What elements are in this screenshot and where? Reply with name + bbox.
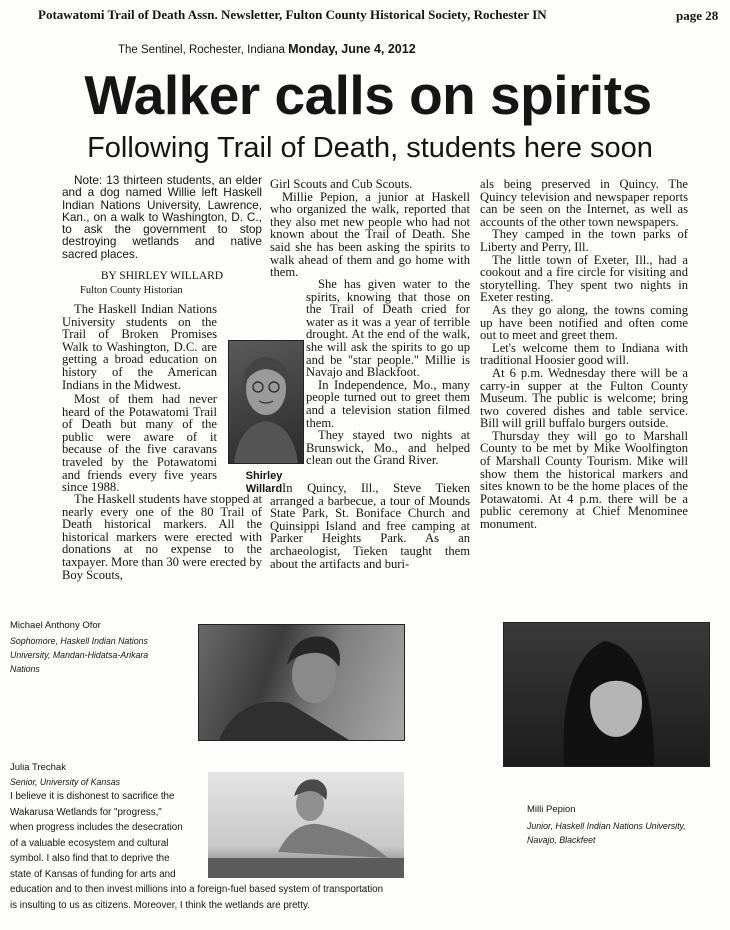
paragraph: The Haskell Indian Nations University students on the Trail of Broken Promises Walk to Washington, D.C. are getting a broad education on history of the American Indians in the Midwest. bbox=[62, 302, 217, 392]
profile-detail: Nations bbox=[10, 664, 40, 674]
quote-line: I believe it is dishonest to sacrifice the bbox=[10, 791, 175, 802]
paragraph: Let's welcome them to Indiana with traditional Hoosier good will. bbox=[480, 340, 688, 368]
running-head: Potawatomi Trail of Death Assn. Newsletter, Fulton County Historical Society, Rochester IN bbox=[38, 7, 547, 22]
photo-graphic bbox=[504, 623, 709, 766]
profile-detail: University, Mandan-Hidatsa-Arikara bbox=[10, 650, 149, 660]
profile-name: Milli Pepion bbox=[527, 804, 576, 815]
portrait-caption: Shirley Willard bbox=[245, 470, 283, 495]
paragraph: Millie Pepion, a junior at Haskell who organized the walk, reported that they also met new people who had not known about the Trail of Death. She said she has been asking the spirits to walk ahead of them and go home with them. bbox=[270, 189, 470, 280]
profile-name: Michael Anthony Ofor bbox=[10, 620, 101, 631]
column-1-para-2 bbox=[62, 393, 217, 494]
quote-line: Wakarusa Wetlands for "progress," bbox=[10, 806, 162, 818]
editor-note: Note: 13 thirteen students, an elder and a dog named Willie left Haskell Indian Nations University, Lawrence, Kan., on a walk to Washington, D. C., to ask the government to stop destroying wetlands and native sacred places. bbox=[62, 173, 262, 261]
quote-line: when progress includes the desecration bbox=[10, 822, 183, 833]
quote-line: education and to then invest millions into a foreign-fuel based system of transportation bbox=[10, 884, 384, 895]
profile-michael bbox=[10, 620, 190, 676]
paragraph: Most of them had never heard of the Potawatomi Trail of Death but many of the public were aware of it because of the five caravans traveled by the Potawatomi and friends every five years since 1988. bbox=[62, 392, 217, 495]
publication-date: Monday, June 4, 2012 bbox=[288, 42, 416, 56]
column-2-wrap bbox=[306, 278, 470, 467]
julia-photo bbox=[208, 772, 404, 878]
byline-title: Fulton County Historian bbox=[80, 284, 183, 296]
headline: Walker calls on spirits bbox=[84, 64, 652, 126]
column-3 bbox=[480, 178, 688, 531]
paragraph: Girl Scouts and Cub Scouts. bbox=[270, 177, 413, 191]
paragraph: In Quincy, Ill., Steve Tieken arranged a barbecue, a tour of Mounds State Park, St. Boniface Church and Quinsippi Island and free camping at Parker Heights Park. As an archaeologist, Tieken taught them about the artifacts and buri- bbox=[270, 481, 470, 571]
column-1-para-3 bbox=[62, 493, 262, 581]
quote-line: state of Kansas of funding for arts and bbox=[10, 868, 176, 880]
profile-milli bbox=[527, 804, 727, 847]
profile-detail: Junior, Haskell Indian Nations University, bbox=[527, 821, 686, 831]
paragraph: At 6 p.m. Wednesday there will be a carry-in supper at the Fulton County Museum. The public is welcome; bring two covered dishes and table service. Bill will grill buffalo burgers outside. bbox=[480, 365, 688, 431]
dateline bbox=[118, 42, 416, 56]
byline: BY SHIRLEY WILLARD bbox=[100, 270, 224, 283]
photo-graphic bbox=[208, 772, 404, 878]
column-1 bbox=[62, 174, 262, 299]
paragraph: They camped in the town parks of Liberty and Perry, Ill. bbox=[480, 227, 688, 254]
quote-line: symbol. I also find that to deprive the bbox=[10, 853, 170, 864]
michael-photo bbox=[198, 624, 405, 741]
photo-graphic bbox=[199, 625, 404, 740]
paragraph: The Haskell students have stopped at nearly every one of the 80 Trail of Death historical markers. All the historical markers were erected with donations at no expense to the taxpayer. More than 30 were erected by Boy Scouts, bbox=[62, 492, 262, 582]
shirley-willard-photo bbox=[228, 340, 304, 464]
quote-line: is insulting to us as citizens. Moreover, I think the wetlands are pretty. bbox=[10, 899, 310, 911]
column-2 bbox=[270, 178, 470, 279]
profile-name: Julia Trechak bbox=[10, 762, 66, 773]
page-number: page 28 bbox=[676, 8, 719, 23]
paragraph: In Independence, Mo., many people turned out to greet them and a television station filmed them. bbox=[306, 377, 470, 430]
profile-detail: Senior, University of Kansas bbox=[10, 777, 121, 787]
paragraph: als being preserved in Quincy. The Quincy television and newspaper reports can be seen on the Internet, as well as accounts of the other town newspapers. bbox=[480, 177, 688, 229]
quote-line: of a valuable ecosystem and cultural bbox=[10, 837, 169, 849]
paragraph: As they go along, the towns coming up have been notified and often come out to meet and greet them. bbox=[480, 302, 688, 343]
profile-detail: Navajo, Blackfeet bbox=[527, 835, 596, 845]
subhead: Following Trail of Death, students here soon bbox=[87, 132, 653, 164]
column-1-para-1 bbox=[62, 303, 217, 391]
profile-detail: Sophomore, Haskell Indian Nations bbox=[10, 636, 148, 646]
milli-photo bbox=[503, 622, 710, 767]
paragraph: The little town of Exeter, Ill., had a cookout and a fire circle for visiting and storytelling. They spent two nights in Exeter resting. bbox=[480, 252, 688, 305]
paragraph: They stayed two nights at Brunswick, Mo., and helped clean out the Grand River. bbox=[306, 428, 470, 468]
paper-name: The Sentinel, Rochester, Indiana bbox=[118, 44, 285, 56]
column-2-bottom bbox=[270, 482, 470, 570]
portrait-graphic bbox=[229, 341, 303, 463]
paragraph: She has given water to the spirits, knowing that those on the Trail of Death cried for water as it was a year of terrible drought. At the end of the walk, she will ask the spirits to go up and be "star people." Millie is Navajo and Blackfoot. bbox=[306, 277, 470, 380]
paragraph: Thursday they will go to Marshall County to be met by Mike Woolfington of Marshall County Tourism. Mike will show them the historical markers and sites known to be the home places of the Potawatomi. At 4 p.m. there will be a public ceremony at Chief Menominee monument. bbox=[480, 428, 688, 532]
